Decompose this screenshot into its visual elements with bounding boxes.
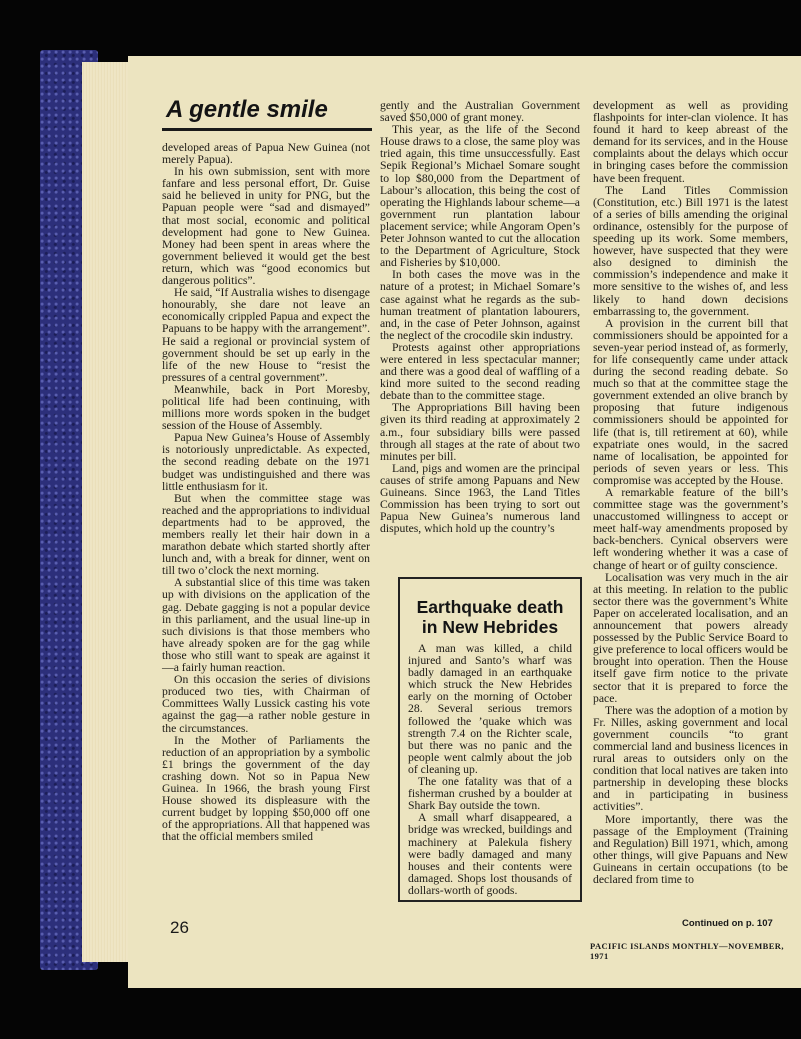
paragraph: developed areas of Papua New Guinea (not merely Papua). — [162, 141, 370, 167]
paragraph: A remarkable feature of the bill’s committee stage was the government’s unaccustomed willingness to accept or meet half-way amendments proposed by back-benchers. Cynical observers were left wondering whether it was a case of change of heart or of guilty conscience. — [593, 486, 788, 572]
article-title: A gentle smile — [166, 96, 328, 123]
box-title: Earthquake death in New Hebrides — [416, 597, 564, 637]
paragraph: The one fatality was that of a fisherman crushed by a boulder at Shark Bay outside the town. — [408, 775, 572, 813]
paragraph: Protests against other appropriations were entered in less spectacular manner; and there was a good deal of waffling of a kind more suited to the second reading debate than to the committee stage. — [380, 340, 580, 403]
paragraph: Localisation was very much in the air at this meeting. In relation to the public sector there was the government’s White Paper on accelerated localisation, and an announcement that powers already possessed by the Public Service Board to give preference to local officers would be brought into operation. Then the House itself gave firm notice to the private sector that it is prepared to force the pace. — [593, 570, 788, 705]
paragraph: On this occasion the series of divisions produced two ties, with Chairman of Committees Wally Lussick casting his vote against the gag—a rather noble gesture in the circumstances. — [162, 673, 370, 735]
paragraph: This year, as the life of the Second House draws to a close, the same ploy was tried again, this time unsuccessfully. East Sepik Regional’s Michael Somare sought to lop $80,000 from the Department of Labour’s allocation, this being the cost of operating the Highlands labour scheme—a government run plantation labour placement service; while Angoram Open’s Peter Johnson wanted to cut the allocation to the Department of Agriculture, Stock and Fisheries by $10,000. — [380, 123, 580, 270]
paragraph: A substantial slice of this time was taken up with divisions on the application of the gag. Debate gagging is not a popular device in this parliament, and the usual line-up in such divisions is that those members who have already spoken are for the gag while those who still want to speak are against it—a fairly human reaction. — [162, 576, 370, 675]
paragraph: development as well as providing flashpoints for inter-clan violence. It has found it hard to keep abreast of the demand for its services, and in the House complaints about the delays which occur in bringing cases before the commission have been frequent. — [593, 99, 788, 185]
title-rule — [162, 128, 372, 131]
magazine-footer-text: PACIFIC ISLANDS MONTHLY—NOVEMBER, 1971 — [590, 941, 784, 961]
paragraph: A small wharf disappeared, a bridge was wrecked, buildings and machinery at Palekula fishery were badly damaged and many houses and their contents were damaged. Shops lost thousands of dollars-worth of goods. — [408, 811, 572, 897]
paragraph: The Appropriations Bill having been given its third reading at approximately 2 a.m., four subsidiary bills were passed through all stages at the rate of about two minutes per bill. — [380, 401, 580, 463]
paragraph: Papua New Guinea’s House of Assembly is notoriously unpredictable. As expected, the second reading debate on the 1971 budget was undistinguished and there was little enthusiasm for it. — [162, 431, 370, 493]
paragraph: A provision in the current bill that commissioners should be appointed for a seven-year period instead of, as formerly, for life consequently came under attack during the second reading debate. So much so that at the committee stage the government extended an olive branch by proposing that future indigenous commissioners should be appointed for life (that is, till retirement at 60), while expatriate ones would, in the sacred name of localisation, be appointed for periods of seven years or less. This compromise was accepted by the House. — [593, 316, 788, 487]
paragraph: gently and the Australian Government saved $50,000 of grant money. — [380, 99, 580, 125]
article-column-3 — [593, 100, 788, 886]
paragraph: But when the committee stage was reached and the appropriations to individual departments had to be approved, the members really let their hair down in a marathon debate which started shortly after lunch and, with a break for dinner, went on till two o’clock the next morning. — [162, 491, 370, 578]
box-body — [408, 643, 572, 897]
page-number: 26 — [170, 918, 189, 937]
article-column-1 — [162, 142, 370, 843]
paragraph: In his own submission, sent with more fanfare and less personal effort, Dr. Guise said he believed in unity for PNG, but the Papuan people were “sad and dismayed” that most social, economic and political development had gone to New Guinea. Money had been spent in areas where the government believed it would get the best return, which was “good economics but dangerous politics”. — [162, 165, 370, 288]
paragraph: In the Mother of Parliaments the reduction of an appropriation by a symbolic £1 brings the government of the day crashing down. Not so in Papua New Guinea. In 1966, the brash young First House showed its displeasure with the current budget by lopping $50,000 off one of the appropriations. All that happened was that the official members smiled — [162, 733, 370, 844]
news-box — [398, 577, 582, 902]
paragraph: Land, pigs and women are the principal causes of strife among Papuans and New Guineans. Since 1963, the Land Titles Commission has been trying to sort out Papua New Guinea’s numerous land disputes, which hold up the country’s — [380, 461, 580, 536]
paragraph: More importantly, there was the passage of the Employment (Training and Regulation) Bill 1971, which, among other things, will give Papuans and New Guineans in certain occupations (to be declared from time to — [593, 812, 788, 886]
paragraph: There was the adoption of a motion by Fr. Nilles, asking government and local government councils “to grant commercial land and business licences in rural areas to outsiders only on the condition that local natives are taken into partnership in developing these blocks and in participating in business activities”. — [593, 703, 788, 814]
paragraph: In both cases the move was in the nature of a protest; in Michael Somare’s case against what he regards as the sub-human treatment of plantation labourers, and, in the case of Peter Johnson, against the neglect of the crocodile skin industry. — [380, 268, 580, 342]
article-column-2 — [380, 100, 580, 535]
paragraph: A man was killed, a child injured and Santo’s wharf was badly damaged in an earthquake which struck the New Hebrides early on the morning of October 28. Several serious tremors followed the ’quake which was strength 7.4 on the Richter scale, but there was no panic and the people went calmly about the job of cleaning up. — [408, 642, 572, 776]
paragraph: Meanwhile, back in Port Moresby, political life had been continuing, with millions more words spoken in the budget session of the House of Assembly. — [162, 382, 370, 433]
continued-note: Continued on p. 107 — [682, 918, 773, 929]
magazine-footer — [590, 941, 801, 961]
paragraph: The Land Titles Commission (Constitution, etc.) Bill 1971 is the latest of a series of bills amending the original ordinance, ostensibly for the purpose of speeding up its work. Some members, however, have suspected that they were also designed to diminish the commission’s independence and make it more sensitive to the wishes of, and less likely to hand down decisions embarrassing to, the government. — [593, 183, 788, 318]
paragraph: He said, “If Australia wishes to disengage honourably, she dare not leave an economically crippled Papua and expect the Papuans to be happy with the arrangement”. He said a regional or provincial system of government should be set up early in the life of the new House to “resist the pressures of a central government”. — [162, 286, 370, 384]
